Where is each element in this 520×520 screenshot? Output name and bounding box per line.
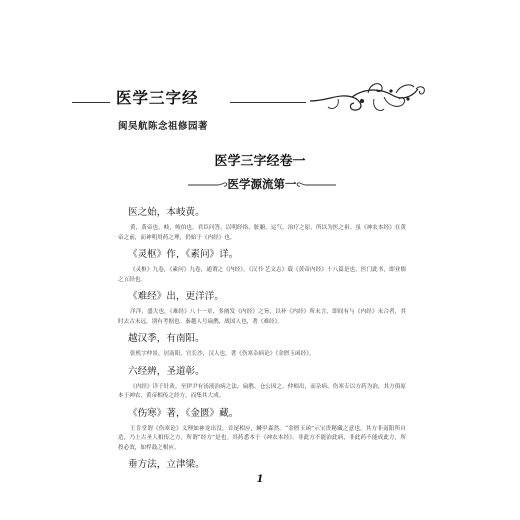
verse-line: 《难经》出，更洋洋。 — [128, 291, 224, 302]
volume-title: 医学三字经卷一 — [214, 154, 306, 169]
verse-line: 《灵枢》作，《素问》详。 — [128, 249, 239, 260]
verse-line: 医之始，本岐黄。 — [128, 207, 205, 218]
floral-ornament-icon — [308, 79, 428, 117]
text-block — [118, 458, 406, 472]
section-title: 医学源流第一 — [227, 177, 297, 191]
commentary: 张机字仲景，居南阳，官长沙，汉人也。著《伤寒杂病论》《金匮玉函经》。 — [130, 351, 315, 357]
section-heading — [188, 174, 336, 196]
commentary: 《内经》详于针灸，至伊尹有汤液治病之法，扁鹊、仓公因之，仲师出，而杂病、伤寒专以方药为治，其方俱原本于神农、黄帝相传之经方，而集其大成。 — [118, 383, 406, 399]
commentary: 洋洋，盛大也。《难经》八十一章，多阐发《内经》之旨，以补《内经》所未言，即间有与《内经》未合者，其时去古未远，别有考据也。秦越人号扁鹊，战国人也，著《难经》。 — [118, 309, 406, 325]
header-rule-right — [230, 102, 306, 103]
page-number: 1 — [256, 474, 264, 485]
book-title: 医学三字经 — [116, 88, 199, 107]
text-body — [118, 206, 406, 476]
text-block — [118, 248, 406, 285]
text-block — [118, 332, 406, 360]
commentary: 王肯堂谓《伤寒论》义理如神龙出没，首尾相应，鳞甲森然。“金匮玉函”示宝贵秘藏之意也。其方非南阳所自造，乃上古圣人相传之方，所谓“经方”是也。其药悉本于《神农本经》。非此方不能治此病，非此药不能成此方，所投必效，如桴鼓之相应。 — [118, 425, 406, 451]
header-rule-left — [72, 102, 110, 103]
scroll-ornament-right-icon — [296, 181, 336, 189]
text-block — [118, 365, 406, 402]
verse-line: 垂方法，立津梁。 — [128, 459, 205, 470]
text-block — [118, 407, 406, 454]
text-block — [118, 206, 406, 243]
commentary: 《灵枢》九卷，《素问》九卷，通谓之《内经》。《汉书·艺文志》载《黄帝内经》十八篇是也。医门此书，即业儒之五经也。 — [118, 267, 406, 283]
commentary: 黄，黄帝也。岐，岐伯也。君臣问答，以明经络、脏腑、运气、治疗之原，所以为医之祖。虽《神农本经》在黄帝之前，而神明用药之理，仍始于《内经》也。 — [118, 225, 406, 241]
verse-line: 六经辨，圣道彰。 — [128, 365, 205, 377]
verse-line: 越汉季，有南阳。 — [128, 333, 205, 344]
text-block — [118, 290, 406, 327]
author-line: 闽吴航陈念祖修园著 — [118, 121, 209, 132]
verse-line: 《伤寒》著，《金匮》藏。 — [128, 407, 239, 419]
